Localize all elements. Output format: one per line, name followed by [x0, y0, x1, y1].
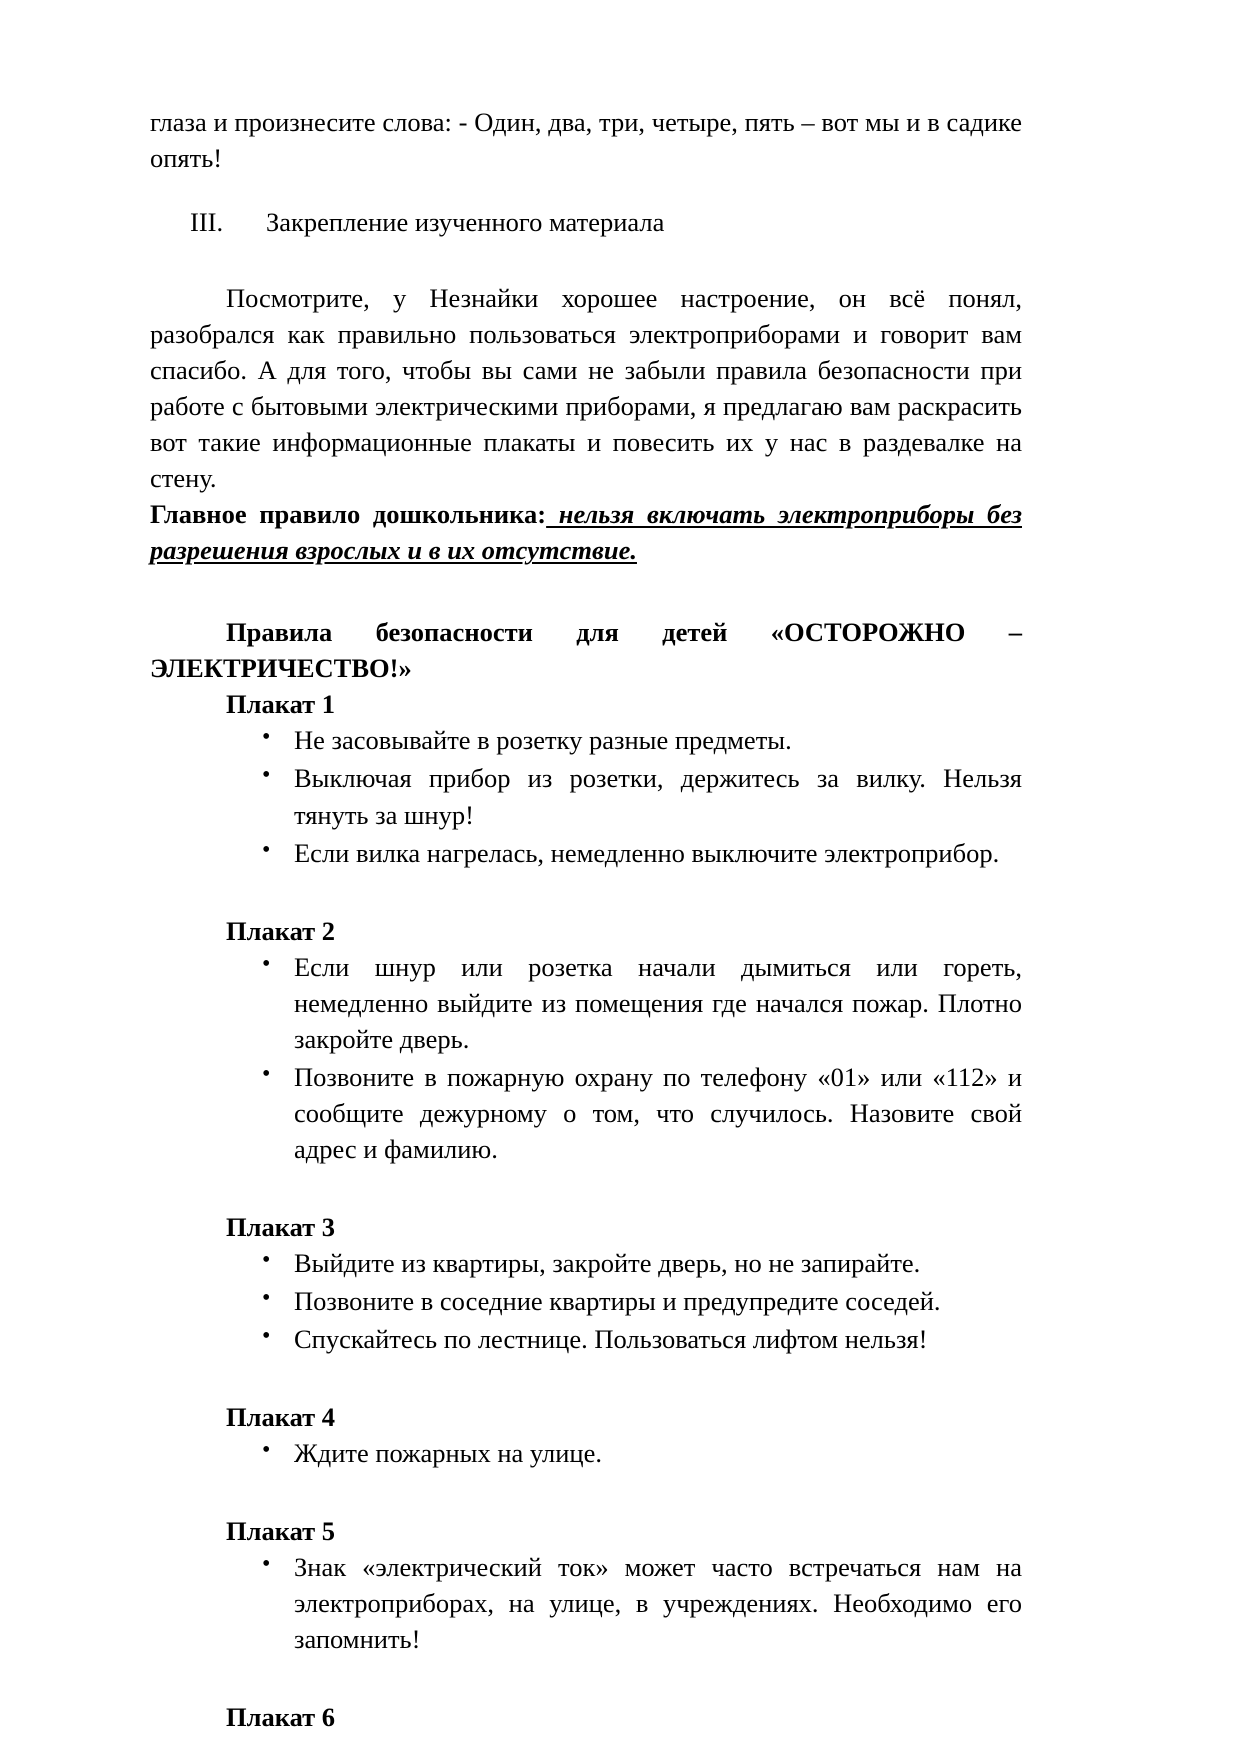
- poster-title: Плакат 1: [226, 689, 336, 720]
- poster-title: Плакат 6: [226, 1702, 336, 1733]
- main-rule: [150, 496, 1022, 568]
- list-item: • Позвоните в соседние квартиры и предупредите соседей.: [262, 1283, 1022, 1319]
- spacer: [150, 1169, 1022, 1209]
- poster-title: Плакат 2: [226, 915, 336, 946]
- poster-title: Плакат 4: [226, 1401, 336, 1432]
- list-item: • Не засовывайте в розетку разные предметы.: [262, 722, 1022, 758]
- poster-list: [150, 686, 1022, 1735]
- list-item: • Позвоните в пожарную охрану по телефону «01» или «112» и сообщите дежурному о том, что случилось. Назовите свой адрес и фамилию.: [262, 1059, 1022, 1167]
- poster-rules: [150, 722, 1022, 870]
- spacer: [150, 240, 1022, 280]
- spacer: [150, 1659, 1022, 1699]
- spacer: [150, 873, 1022, 913]
- main-paragraph: Посмотрите, у Незнайки хорошее настроение, он всё понял, разобрался как правильно пользоваться электроприборами и говорит вам спасибо. А для того, чтобы вы сами не забыли правила безопасности при работе с бытовыми электрическими приборами, я предлагаю вам раскрасить вот такие информационные плакаты и повесить их у нас в раздевалке на стену.: [150, 283, 1022, 494]
- continued-paragraph: глаза и произнесите слова: - Один, два, три, четыре, пять – вот мы и в садике опять!: [150, 107, 1022, 174]
- list-item: • Спускайтесь по лестнице. Пользоваться лифтом нельзя!: [262, 1321, 1022, 1357]
- poster-title: Плакат 3: [226, 1211, 336, 1242]
- list-item: • Если вилка нагрелась, немедленно выключите электроприбор.: [262, 835, 1022, 871]
- main-rule-emphasis: нельзя включать электроприборы без разрешения взрослых и в их отсутствие.: [150, 499, 1022, 566]
- list-item: • Знак «электрический ток» может часто встречаться нам на электроприборах, на улице, в учреждениях. Необходимо его запомнить!: [262, 1549, 1022, 1657]
- poster-block-4: [150, 1399, 1022, 1471]
- list-item: • Ждите пожарных на улице.: [262, 1435, 1022, 1471]
- spacer: [150, 568, 1022, 614]
- poster-rules: [150, 1245, 1022, 1357]
- poster-block-3: [150, 1209, 1022, 1357]
- section-heading-iii: [150, 204, 1022, 240]
- poster-rules: [150, 949, 1022, 1167]
- poster-title: Плакат 5: [226, 1515, 336, 1546]
- spacer: [150, 1359, 1022, 1399]
- section-number: III.: [190, 207, 224, 238]
- section-heading-label: Закрепление изученного материала: [266, 207, 665, 238]
- main-rule-lead: Главное правило дошкольника:: [150, 499, 547, 530]
- poster-rules: [150, 1549, 1022, 1657]
- poster-rules: [150, 1435, 1022, 1471]
- spacer: [150, 1473, 1022, 1513]
- rules-section-title: Правила безопасности для детей «ОСТОРОЖНО – ЭЛЕКТРИЧЕСТВО!»: [150, 617, 1022, 684]
- list-item: • Если шнур или розетка начали дымиться или гореть, немедленно выйдите из помещения где начался пожар. Плотно закройте дверь.: [262, 949, 1022, 1057]
- spacer: [150, 176, 1022, 204]
- list-item: • Выключая прибор из розетки, держитесь за вилку. Нельзя тянуть за шнур!: [262, 760, 1022, 832]
- document-body: [150, 104, 1022, 1735]
- poster-block-6: [150, 1699, 1022, 1735]
- poster-block-1: [150, 686, 1022, 870]
- poster-block-5: [150, 1513, 1022, 1657]
- poster-block-2: [150, 913, 1022, 1167]
- list-item: • Выйдите из квартиры, закройте дверь, но не запирайте.: [262, 1245, 1022, 1281]
